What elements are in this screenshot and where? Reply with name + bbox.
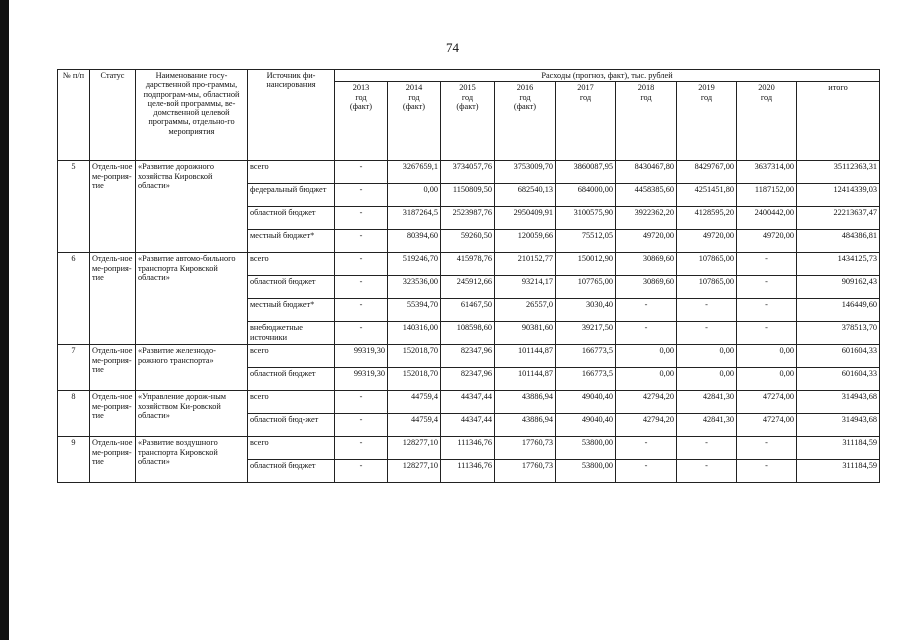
expense-value: 128277,10	[388, 437, 441, 460]
table-row	[58, 437, 880, 460]
header-year-label: год	[461, 92, 474, 102]
group-name: «Развитие дорожного хозяйства Кировской области»	[136, 161, 248, 253]
table-row	[58, 345, 880, 368]
expense-value: 3637314,00	[737, 161, 797, 184]
expense-value: 111346,76	[441, 460, 495, 483]
funding-source: внебюджетные источники	[248, 322, 335, 345]
expense-value: 107865,00	[677, 253, 737, 276]
expense-value: 0,00	[388, 184, 441, 207]
expense-value: 111346,76	[441, 437, 495, 460]
expense-value: -	[335, 184, 388, 207]
header-year-label: год	[355, 92, 367, 102]
expense-value: 210152,77	[495, 253, 556, 276]
expense-value: 49720,00	[677, 230, 737, 253]
expense-value: 245912,66	[441, 276, 495, 299]
expense-value: 2400442,00	[737, 207, 797, 230]
header-year-year: 2017	[577, 83, 594, 93]
header-year-note: (факт)	[456, 101, 479, 111]
expense-total: 601604,33	[797, 345, 880, 368]
expense-value: 3734057,76	[441, 161, 495, 184]
expense-value: 4458385,60	[616, 184, 677, 207]
expense-value: -	[737, 276, 797, 299]
group-number: 9	[58, 437, 90, 483]
expense-value: 107765,00	[556, 276, 616, 299]
expense-value: 682540,13	[495, 184, 556, 207]
expense-value: 59260,50	[441, 230, 495, 253]
expense-value: -	[335, 460, 388, 483]
header-year-year: 2014	[405, 83, 423, 93]
expense-total: 311184,59	[797, 437, 880, 460]
expense-total: 314943,68	[797, 414, 880, 437]
expense-value: 99319,30	[335, 368, 388, 391]
table-row	[58, 161, 880, 184]
header-year-label: год	[640, 92, 652, 102]
expense-value: 82347,96	[441, 368, 495, 391]
expense-value: 519246,70	[388, 253, 441, 276]
expense-value: 53800,00	[556, 460, 616, 483]
header-year-note: (факт)	[402, 101, 426, 111]
expense-value: 47274,00	[737, 414, 797, 437]
header-year-2013	[335, 82, 388, 161]
header-year-label: год	[760, 92, 773, 102]
expense-total: 601604,33	[797, 368, 880, 391]
expense-value: 166773,5	[556, 368, 616, 391]
group-name: «Развитие воздушного транспорта Кировской области»	[136, 437, 248, 483]
expense-value: 415978,76	[441, 253, 495, 276]
expense-value: 3187264,5	[388, 207, 441, 230]
expense-value: 8429767,00	[677, 161, 737, 184]
expense-value: 44347,44	[441, 391, 495, 414]
funding-source: всего	[248, 437, 335, 460]
header-year-label: год	[579, 92, 592, 102]
expense-value: 49720,00	[737, 230, 797, 253]
expense-value: 128277,10	[388, 460, 441, 483]
group-number: 7	[58, 345, 90, 391]
header-year-note: (факт)	[349, 101, 373, 111]
header-year-2018	[616, 82, 677, 161]
expense-value: 44347,44	[441, 414, 495, 437]
expense-total: 378513,70	[797, 322, 880, 345]
expense-value: 39217,50	[556, 322, 616, 345]
expense-value: 101144,87	[495, 345, 556, 368]
expense-value: -	[737, 437, 797, 460]
expense-value: -	[616, 460, 677, 483]
expense-value: 3753009,70	[495, 161, 556, 184]
expense-value: 26557,0	[495, 299, 556, 322]
funding-source: областной бюджет	[248, 276, 335, 299]
expense-value: 1187152,00	[737, 184, 797, 207]
expense-value: 42794,20	[616, 391, 677, 414]
expense-total: 12414339,03	[797, 184, 880, 207]
expense-total: 1434125,73	[797, 253, 880, 276]
expense-value: 166773,5	[556, 345, 616, 368]
expense-value: 75512,05	[556, 230, 616, 253]
expense-value: 152018,70	[388, 368, 441, 391]
expense-value: 3860087,95	[556, 161, 616, 184]
expense-value: 49720,00	[616, 230, 677, 253]
expense-value: 120059,66	[495, 230, 556, 253]
expense-value: -	[335, 161, 388, 184]
expense-value: -	[335, 322, 388, 345]
header-year-2014	[388, 82, 441, 161]
funding-source: федеральный бюджет	[248, 184, 335, 207]
scan-edge-bar	[0, 0, 9, 640]
expense-value: -	[737, 322, 797, 345]
expense-total: 311184,59	[797, 460, 880, 483]
header-year-2015	[441, 82, 495, 161]
page-number: 74	[446, 40, 459, 55]
expense-value: 3100575,90	[556, 207, 616, 230]
header-year-year: 2019	[698, 83, 715, 93]
funding-source: областной бюд-жет	[248, 414, 335, 437]
group-status: Отдель-ное ме-роприя-тие	[90, 437, 136, 483]
expense-value: 108598,60	[441, 322, 495, 345]
expense-total: 314943,68	[797, 391, 880, 414]
header-year-2017	[556, 82, 616, 161]
header-year-label: год	[519, 92, 531, 102]
expense-value: -	[335, 276, 388, 299]
expense-value: -	[677, 437, 737, 460]
header-year-year: 2018	[637, 83, 655, 93]
expense-value: 684000,00	[556, 184, 616, 207]
expense-value: -	[616, 299, 677, 322]
group-name: «Развитие железнодо-рожного транспорта»	[136, 345, 248, 391]
expense-total: 22213637,47	[797, 207, 880, 230]
expense-value: 0,00	[677, 345, 737, 368]
funding-source: всего	[248, 391, 335, 414]
expense-value: 0,00	[616, 368, 677, 391]
funding-source: областной бюджет	[248, 460, 335, 483]
header-row-1	[58, 70, 880, 82]
funding-source: всего	[248, 253, 335, 276]
group-status: Отдель-ное ме-роприя-тие	[90, 161, 136, 253]
expense-value: 4251451,80	[677, 184, 737, 207]
header-year-note: (факт)	[513, 101, 537, 111]
expense-value: 1150809,50	[441, 184, 495, 207]
expense-value: -	[616, 437, 677, 460]
expense-value: -	[335, 207, 388, 230]
header-year-2019	[677, 82, 737, 161]
expense-value: 3030,40	[556, 299, 616, 322]
group-number: 6	[58, 253, 90, 345]
header-year-year: 2020	[758, 83, 775, 93]
expense-value: 30869,60	[616, 276, 677, 299]
group-status: Отдель-ное ме-роприя-тие	[90, 345, 136, 391]
expense-value: 42841,30	[677, 414, 737, 437]
header-year-label: год	[700, 92, 713, 102]
expense-value: -	[737, 253, 797, 276]
header-year-label: год	[408, 92, 420, 102]
expense-value: 150012,90	[556, 253, 616, 276]
expense-value: 107865,00	[677, 276, 737, 299]
header-status: Статус	[90, 70, 136, 161]
expense-value: -	[335, 253, 388, 276]
expense-total: 35112363,31	[797, 161, 880, 184]
expense-value: 140316,00	[388, 322, 441, 345]
table-row	[58, 253, 880, 276]
expense-value: 0,00	[737, 345, 797, 368]
expense-value: 0,00	[616, 345, 677, 368]
budget-table	[57, 69, 880, 483]
expense-value: 0,00	[737, 368, 797, 391]
expense-value: 43886,94	[495, 391, 556, 414]
expense-value: 82347,96	[441, 345, 495, 368]
header-year-year: 2016	[516, 83, 534, 93]
header-num: № п/п	[58, 70, 90, 161]
expense-total: 484386,81	[797, 230, 880, 253]
group-status: Отдель-ное ме-роприя-тие	[90, 253, 136, 345]
expense-value: 44759,4	[388, 391, 441, 414]
header-year-year: 2013	[352, 83, 370, 93]
expense-value: 44759,4	[388, 414, 441, 437]
expense-value: 93214,17	[495, 276, 556, 299]
header-total: итого	[797, 82, 880, 161]
expense-value: -	[737, 299, 797, 322]
expense-total: 909162,43	[797, 276, 880, 299]
funding-source: местный бюджет*	[248, 299, 335, 322]
expense-value: 17760,73	[495, 460, 556, 483]
table-row	[58, 391, 880, 414]
expense-value: 55394,70	[388, 299, 441, 322]
funding-source: всего	[248, 345, 335, 368]
expense-value: 8430467,80	[616, 161, 677, 184]
expense-value: 101144,87	[495, 368, 556, 391]
expense-value: 99319,30	[335, 345, 388, 368]
expense-value: 323536,00	[388, 276, 441, 299]
header-year-2016	[495, 82, 556, 161]
expense-value: -	[335, 391, 388, 414]
group-status: Отдель-ное ме-роприя-тие	[90, 391, 136, 437]
header-name: Наименование госу-дарственной про-граммы, подпрограм-мы, областной целе-вой программы, ве-домственной целевой программы, отдельно-го мероприятия	[136, 70, 248, 161]
header-expenses: Расходы (прогноз, факт), тыс. рублей	[335, 70, 880, 82]
funding-source: местный бюджет*	[248, 230, 335, 253]
expense-value: 0,00	[677, 368, 737, 391]
expense-value: 42841,30	[677, 391, 737, 414]
expense-value: 49040,40	[556, 414, 616, 437]
group-number: 5	[58, 161, 90, 253]
header-year-year: 2015	[459, 83, 476, 93]
expense-value: -	[335, 437, 388, 460]
expense-value: 2950409,91	[495, 207, 556, 230]
expense-value: 17760,73	[495, 437, 556, 460]
expense-value: -	[677, 299, 737, 322]
expense-value: 47274,00	[737, 391, 797, 414]
expense-value: -	[677, 460, 737, 483]
expense-value: 43886,94	[495, 414, 556, 437]
expense-value: 4128595,20	[677, 207, 737, 230]
group-number: 8	[58, 391, 90, 437]
expense-value: 30869,60	[616, 253, 677, 276]
expense-value: 49040,40	[556, 391, 616, 414]
expense-value: 3922362,20	[616, 207, 677, 230]
group-name: «Управление дорож-ным хозяйством Ки-ровской области»	[136, 391, 248, 437]
expense-value: 3267659,1	[388, 161, 441, 184]
expense-value: 2523987,76	[441, 207, 495, 230]
expense-value: -	[616, 322, 677, 345]
expense-value: 61467,50	[441, 299, 495, 322]
expense-value: 80394,60	[388, 230, 441, 253]
header-source: Источник фи-нансирования	[248, 70, 335, 161]
expense-value: 42794,20	[616, 414, 677, 437]
funding-source: всего	[248, 161, 335, 184]
group-name: «Развитие автомо-бильного транспорта Кировской области»	[136, 253, 248, 345]
expense-value: -	[737, 460, 797, 483]
expense-value: 90381,60	[495, 322, 556, 345]
expense-total: 146449,60	[797, 299, 880, 322]
expense-value: -	[677, 322, 737, 345]
header-year-2020	[737, 82, 797, 161]
expense-value: -	[335, 299, 388, 322]
funding-source: областной бюджет	[248, 368, 335, 391]
expense-value: 152018,70	[388, 345, 441, 368]
funding-source: областной бюджет	[248, 207, 335, 230]
expense-value: -	[335, 230, 388, 253]
expense-value: -	[335, 414, 388, 437]
expense-value: 53800,00	[556, 437, 616, 460]
